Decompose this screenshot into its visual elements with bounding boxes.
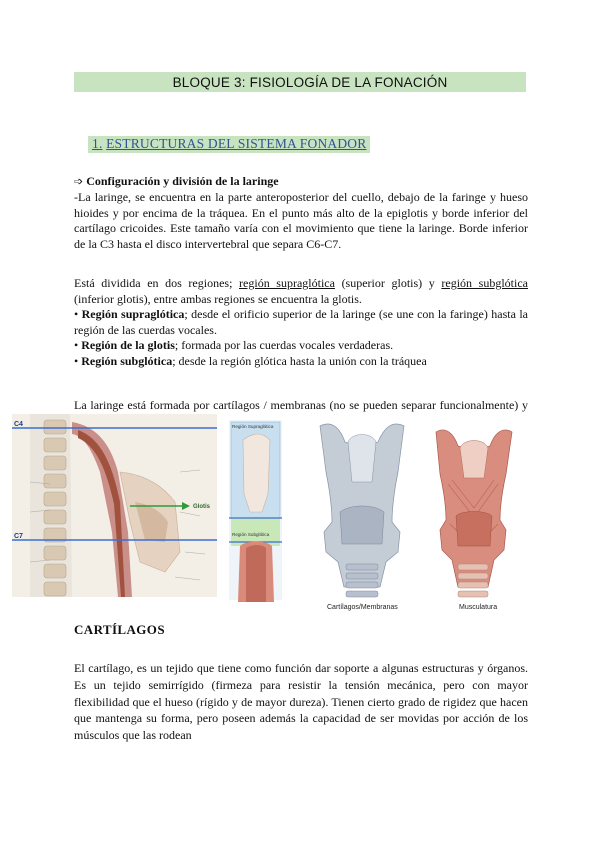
larynx-figures — [0, 412, 600, 617]
config-heading-text: Configuración y división de la laringe — [86, 174, 279, 188]
config-paragraph — [74, 190, 528, 252]
link-region-supraglotica[interactable]: región supraglótica — [239, 276, 335, 290]
desc-subglotica: ; desde la región glótica hasta la unión con la tráquea — [172, 353, 427, 368]
caption-musculatura: Musculatura — [459, 604, 498, 611]
musculature-image — [436, 430, 512, 597]
division-intro — [74, 276, 528, 307]
cartilagos-paragraph-text: El cartílago, es un tejido que tiene como función dar soporte a algunas estructuras y órganos. Es un tejido semirrígido (firmeza para resistir la tensión mecánica, pero con mayor flexibilidad que el hueso (rígido y de mayor dureza). Tienen cierto grado de rigidez que hacen que mantenga su forma, pero poseen además la capacidad de ser movidas por acción de los músculos que las rodean — [74, 661, 528, 743]
label-c7: C7 — [14, 533, 23, 540]
division-paragraph — [74, 276, 528, 369]
bullet-icon: • — [74, 338, 79, 352]
label-region-subglotica: Región Subglótica — [232, 532, 270, 537]
label-region-supraglotica: Región Supraglótica — [232, 424, 274, 429]
larynx-figures-svg — [0, 412, 600, 617]
section-number: 1. — [92, 136, 103, 151]
bullet-icon: • — [74, 353, 79, 368]
division-intro-a: Está dividida en dos regiones; — [74, 276, 240, 290]
caption-cartilagos: Cartílagos/Membranas — [327, 604, 398, 611]
list-item-glotis — [74, 338, 528, 354]
label-glotis: Glotis — [193, 504, 211, 510]
term-subglotica: Región subglótica — [81, 353, 173, 368]
label-c4: C4 — [14, 421, 23, 428]
section-title-text: ESTRUCTURAS DEL SISTEMA FONADOR — [106, 136, 367, 151]
list-item-supraglotica — [74, 307, 528, 338]
block-title: BLOQUE 3: FISIOLOGÍA DE LA FONACIÓN — [172, 74, 448, 90]
sagittal-neck-image — [12, 414, 217, 597]
bullet-icon: • — [74, 307, 79, 321]
section-heading — [88, 136, 370, 153]
cartilagos-heading: CARTÍLAGOS — [74, 622, 165, 637]
config-heading — [74, 174, 279, 189]
block-title-banner — [74, 72, 526, 92]
desc-supraglotica: ; desde el orificio superior de la laringe (se une con la faringe) hasta la región de las cuerdas vocales. — [74, 307, 529, 337]
config-paragraph-text: -La laringe, se encuentra en la parte anteroposterior del cuello, debajo de la faringe y hueso hioides y por encima de la tráquea. En el punto más alto de la epiglotis y borde inferior del cartílago cricoides. Este tamaño varía con el movimiento que tiene la laringe. Borde inferior de la C3 hasta el disco intervertebral que separa C6-C7. — [74, 190, 528, 251]
desc-glotis: ; formada por las cuerdas vocales verdaderas. — [174, 338, 394, 352]
division-intro-b: (superior glotis) y — [334, 276, 442, 290]
arrow-bullet-icon: ➩ — [74, 176, 84, 188]
term-glotis: Región de la glotis — [81, 338, 175, 352]
cartilage-membrane-image — [320, 424, 404, 597]
composition-text: La laringe está formada por cartílagos / membranas (no se pueden separar funcionalmente) y — [74, 398, 528, 412]
term-supraglotica: Región supraglótica — [81, 307, 185, 321]
cartilagos-paragraph — [74, 660, 528, 744]
list-item-subglotica — [74, 354, 528, 370]
division-intro-c: (inferior glotis), entre ambas regiones se encuentra la glotis. — [74, 291, 362, 306]
link-region-subglotica[interactable]: región subglótica — [441, 276, 528, 290]
region-diagram — [229, 420, 282, 602]
